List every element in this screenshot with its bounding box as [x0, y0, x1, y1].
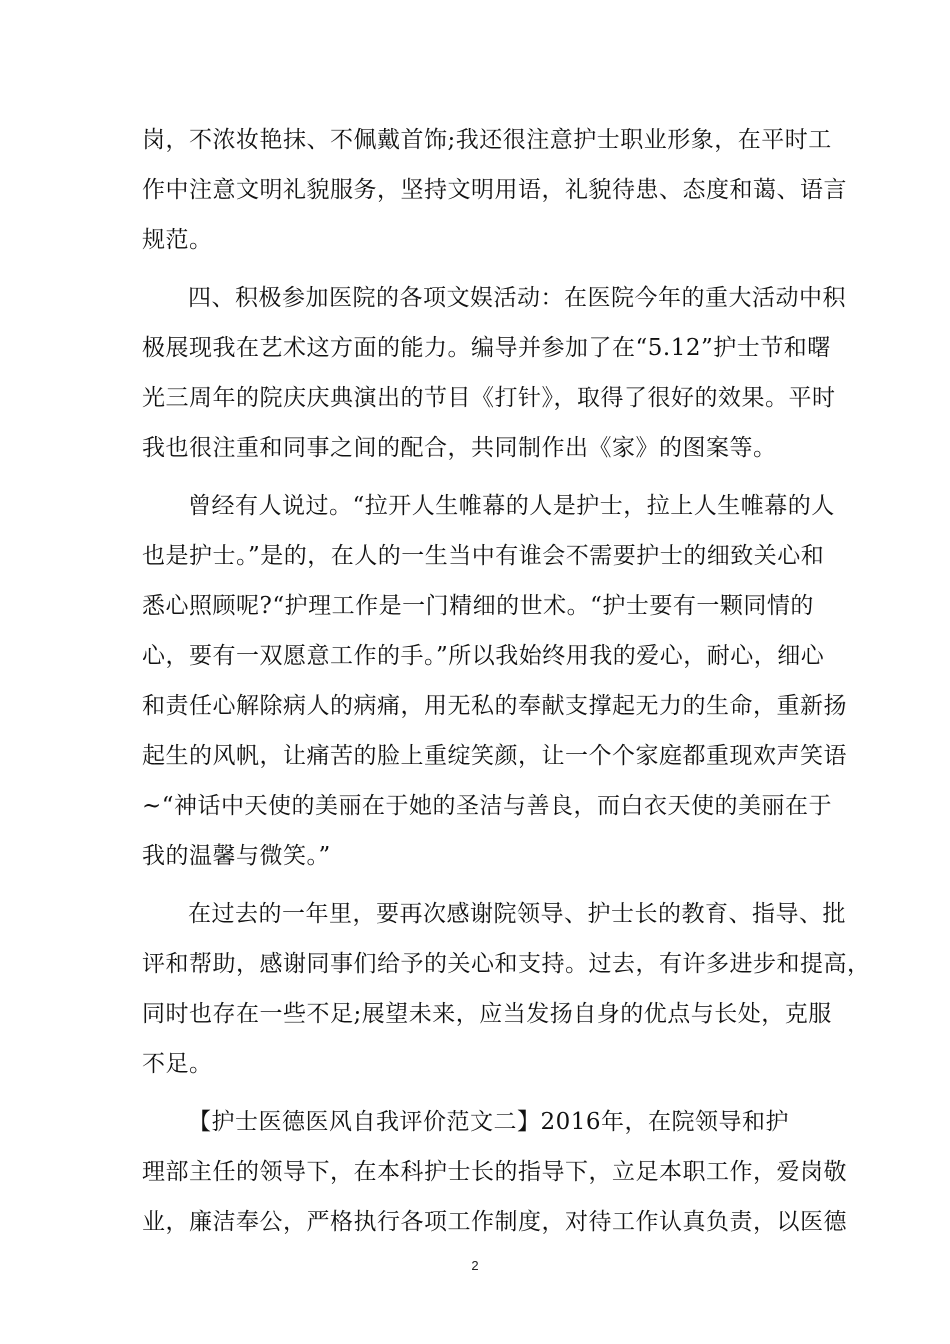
text-line: 我也很注重和同事之间的配合，共同制作出《家》的图案等。: [142, 435, 777, 461]
text-line: 心，要有一双愿意工作的手。”所以我始终用我的爱心，耐心，细心: [142, 643, 825, 669]
text-line: ~“神话中天使的美丽在于她的圣洁与善良，而白衣天使的美丽在于: [142, 793, 833, 819]
text-line: 评和帮助，感谢同事们给予的关心和支持。过去，有许多进步和提高，: [142, 951, 871, 977]
text-line: 在过去的一年里，要再次感谢院领导、护士长的教育、指导、批: [188, 901, 846, 927]
text-line: 也是护士。”是的，在人的一生当中有谁会不需要护士的细致关心和: [142, 543, 825, 569]
text-line: 规范。: [142, 227, 213, 253]
text-line: 同时也存在一些不足;展望未来，应当发扬自身的优点与长处，克服: [142, 1001, 832, 1027]
text-line: 不足。: [142, 1051, 213, 1077]
text-line: 我的温馨与微笑。”: [142, 843, 331, 869]
text-line: 作中注意文明礼貌服务，坚持文明用语，礼貌待患、态度和蔼、语言: [142, 177, 847, 203]
text-line: 和责任心解除病人的病痛，用无私的奉献支撑起无力的生命，重新扬: [142, 693, 847, 719]
text-line: 岗，不浓妆艳抹、不佩戴首饰;我还很注意护士职业形象，在平时工: [142, 127, 832, 153]
text-line: 悉心照顾呢?“护理工作是一门精细的世术。“护士要有一颗同情的: [142, 593, 814, 619]
text-line: 起生的风帆，让痛苦的脸上重绽笑颜，让一个个家庭都重现欢声笑语: [142, 743, 847, 769]
text-line: 曾经有人说过。“拉开人生帷幕的人是护士，拉上人生帷幕的人: [188, 493, 835, 519]
text-line: 光三周年的院庆庆典演出的节目《打针》，取得了很好的效果。平时: [142, 385, 836, 411]
text-line: 业，廉洁奉公，严格执行各项工作制度，对待工作认真负责，以医德: [142, 1209, 847, 1235]
text-line: 【护士医德医风自我评价范文二】2016年，在院领导和护: [188, 1109, 790, 1135]
text-line: 极展现我在艺术这方面的能力。编导并参加了在“5.12”护士节和曙: [142, 335, 831, 361]
text-line: 四、积极参加医院的各项文娱活动：在医院今年的重大活动中积: [188, 285, 846, 311]
text-line: 理部主任的领导下，在本科护士长的指导下，立足本职工作，爱岗敬: [142, 1159, 847, 1185]
page-number: 2: [471, 1258, 479, 1273]
